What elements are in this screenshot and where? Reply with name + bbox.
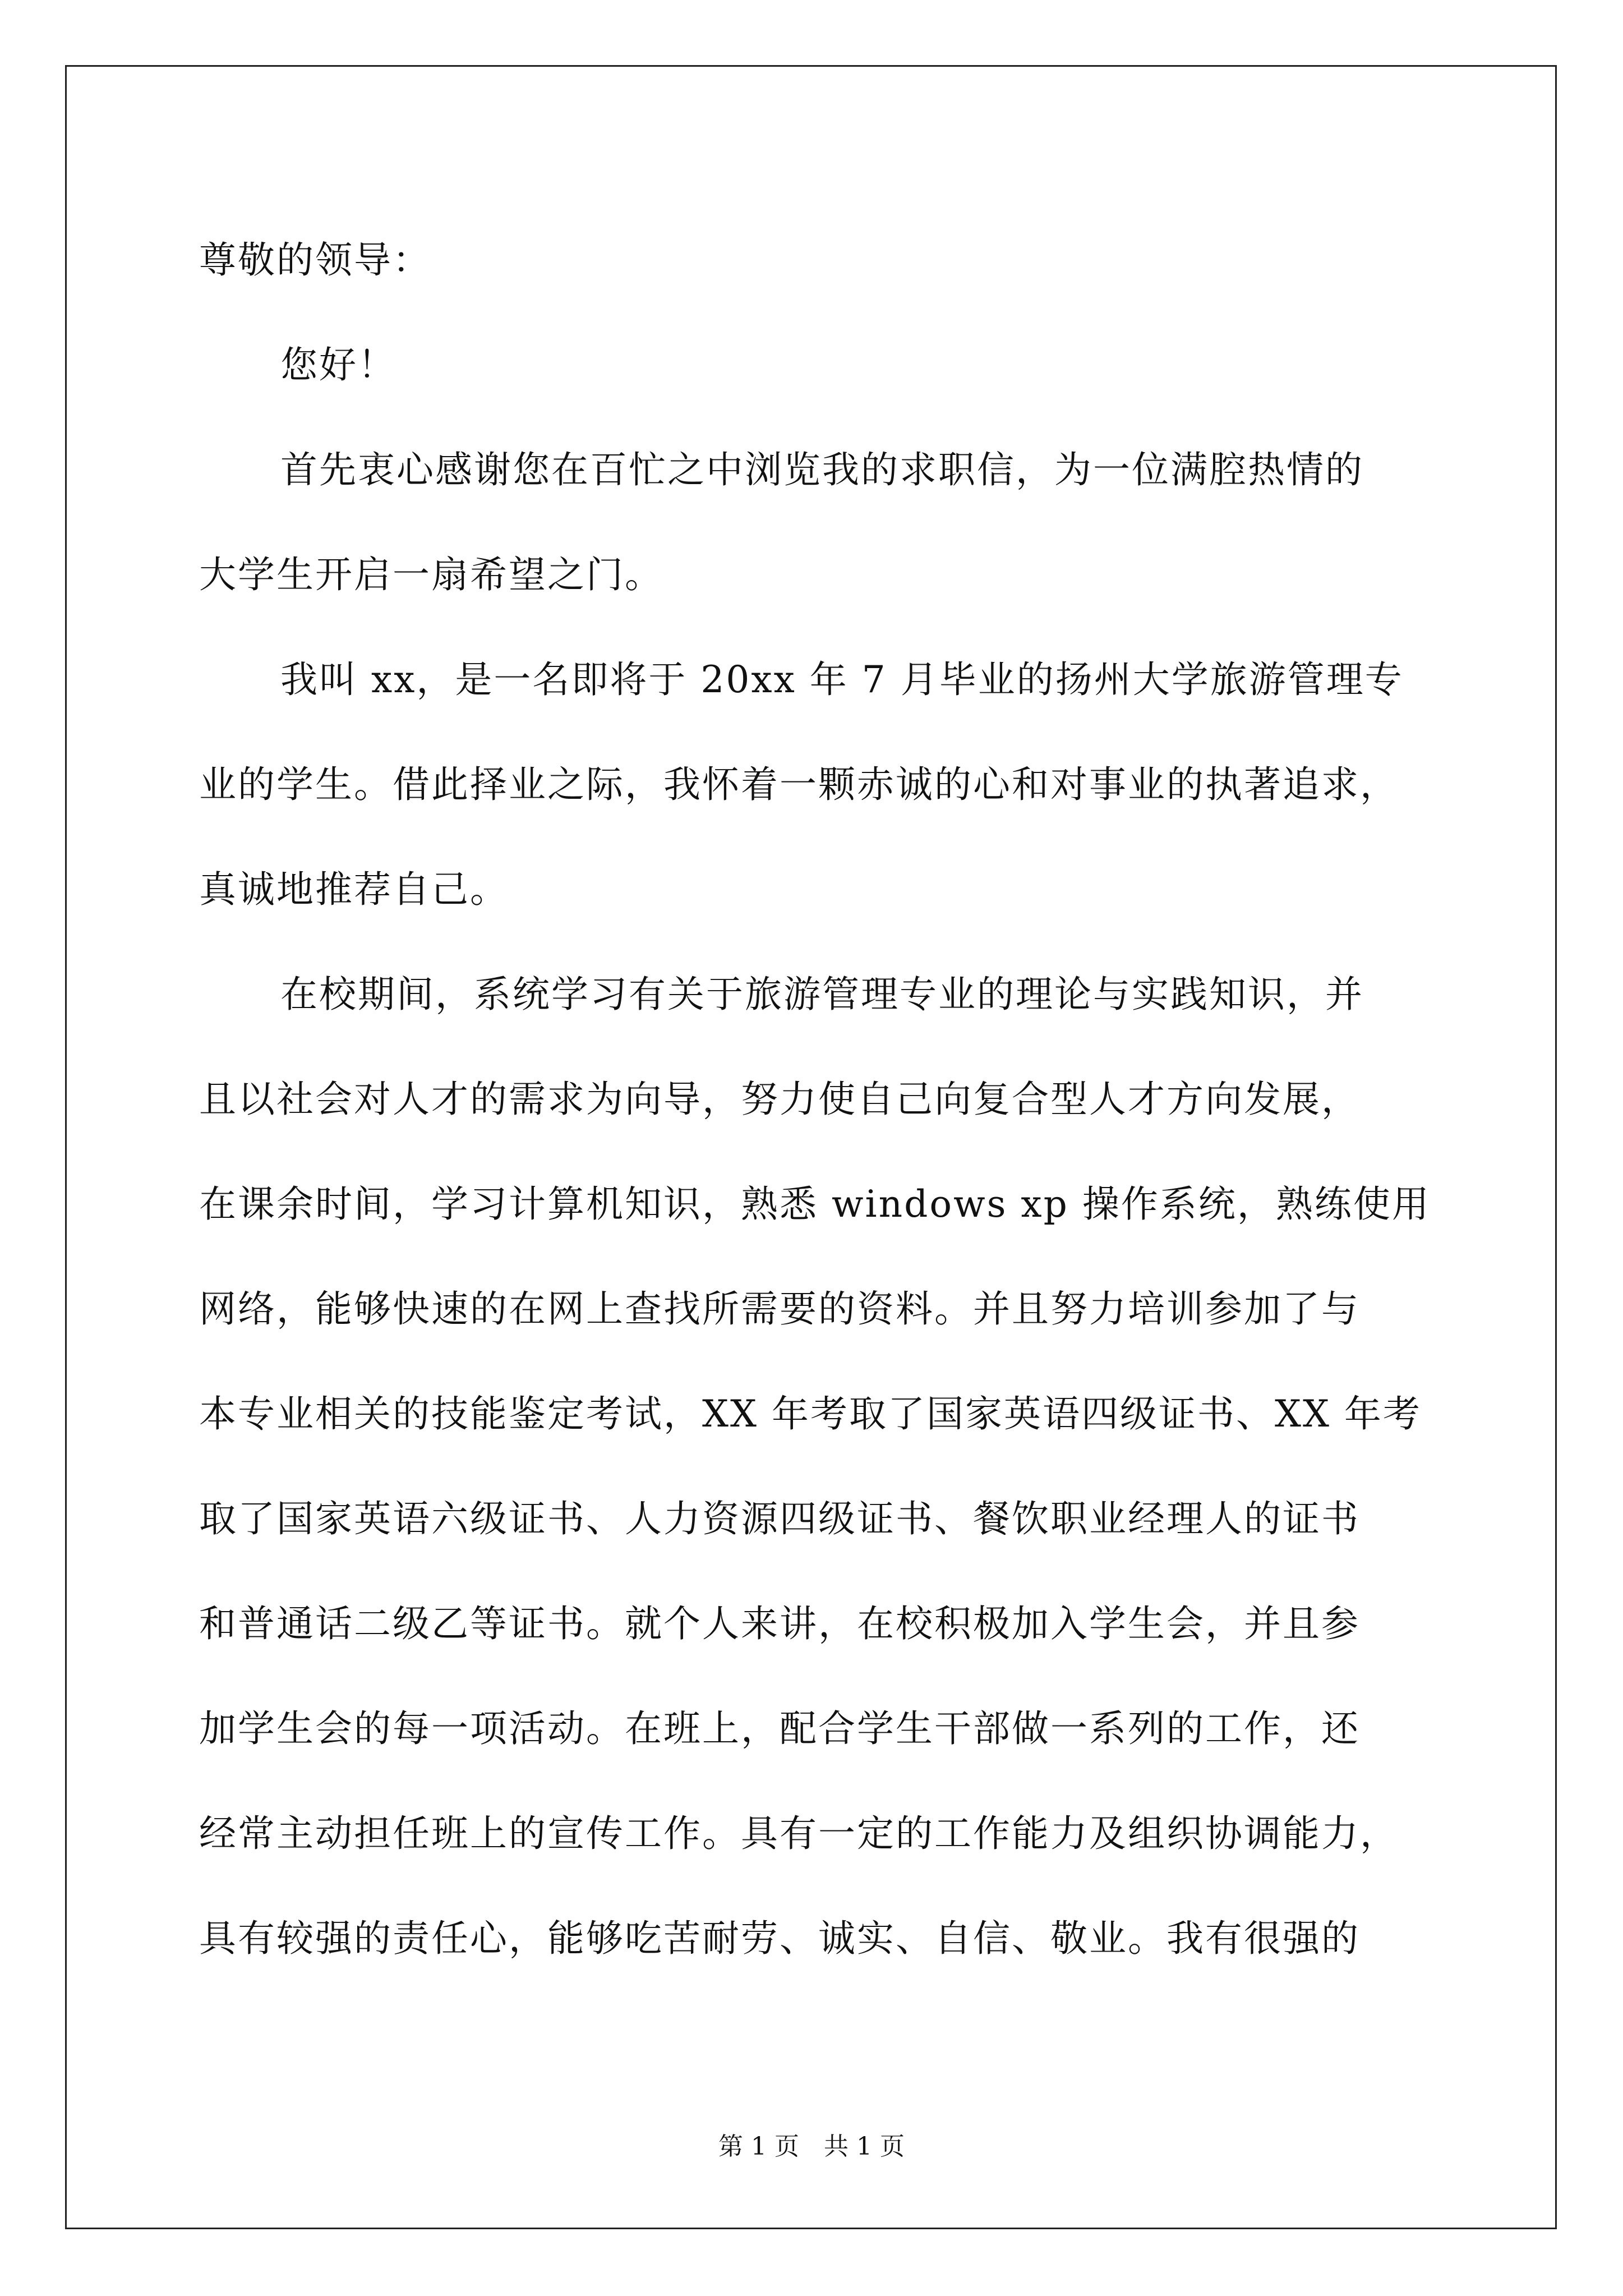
salutation-line: 尊敬的领导：	[199, 238, 431, 282]
paragraph-line: 我叫 xx，是一名即将于 20xx 年 7 月毕业的扬州大学旅游管理专	[280, 658, 1404, 701]
paragraph-line: 网络，能够快速的在网上查找所需要的资料。并且努力培训参加了与	[199, 1287, 1360, 1331]
paragraph-line: 和普通话二级乙等证书。就个人来讲，在校积极加入学生会，并且参	[199, 1602, 1360, 1645]
paragraph-line: 经常主动担任班上的宣传工作。具有一定的工作能力及组织协调能力，	[199, 1812, 1399, 1855]
paragraph-line: 取了国家英语六级证书、人力资源四级证书、餐饮职业经理人的证书	[199, 1497, 1360, 1540]
paragraph-line: 加学生会的每一项活动。在班上，配合学生干部做一系列的工作，还	[199, 1707, 1360, 1750]
paragraph-line: 在校期间，系统学习有关于旅游管理专业的理论与实践知识，并	[280, 973, 1364, 1016]
greeting-line: 您好！	[280, 343, 396, 386]
paragraph-line: 业的学生。借此择业之际，我怀着一颗赤诚的心和对事业的执著追求，	[199, 763, 1399, 806]
paragraph-line: 本专业相关的技能鉴定考试，XX 年考取了国家英语四级证书、XX 年考	[199, 1392, 1422, 1435]
paragraph-line: 真诚地推荐自己。	[199, 868, 509, 911]
document-body	[199, 208, 1455, 1991]
paragraph-line: 且以社会对人才的需求为向导，努力使自己向复合型人才方向发展，	[199, 1078, 1360, 1121]
paragraph-line: 大学生开启一扇希望之门。	[199, 553, 663, 596]
paragraph-line: 首先衷心感谢您在百忙之中浏览我的求职信，为一位满腔热情的	[280, 448, 1364, 491]
paragraph-line: 在课余时间，学习计算机知识，熟悉 windows xp 操作系统，熟练使用	[199, 1182, 1431, 1226]
paragraph-line: 具有较强的责任心，能够吃苦耐劳、诚实、自信、敬业。我有很强的	[199, 1917, 1360, 1960]
page-footer: 第 1 页 共 1 页	[718, 2132, 905, 2161]
